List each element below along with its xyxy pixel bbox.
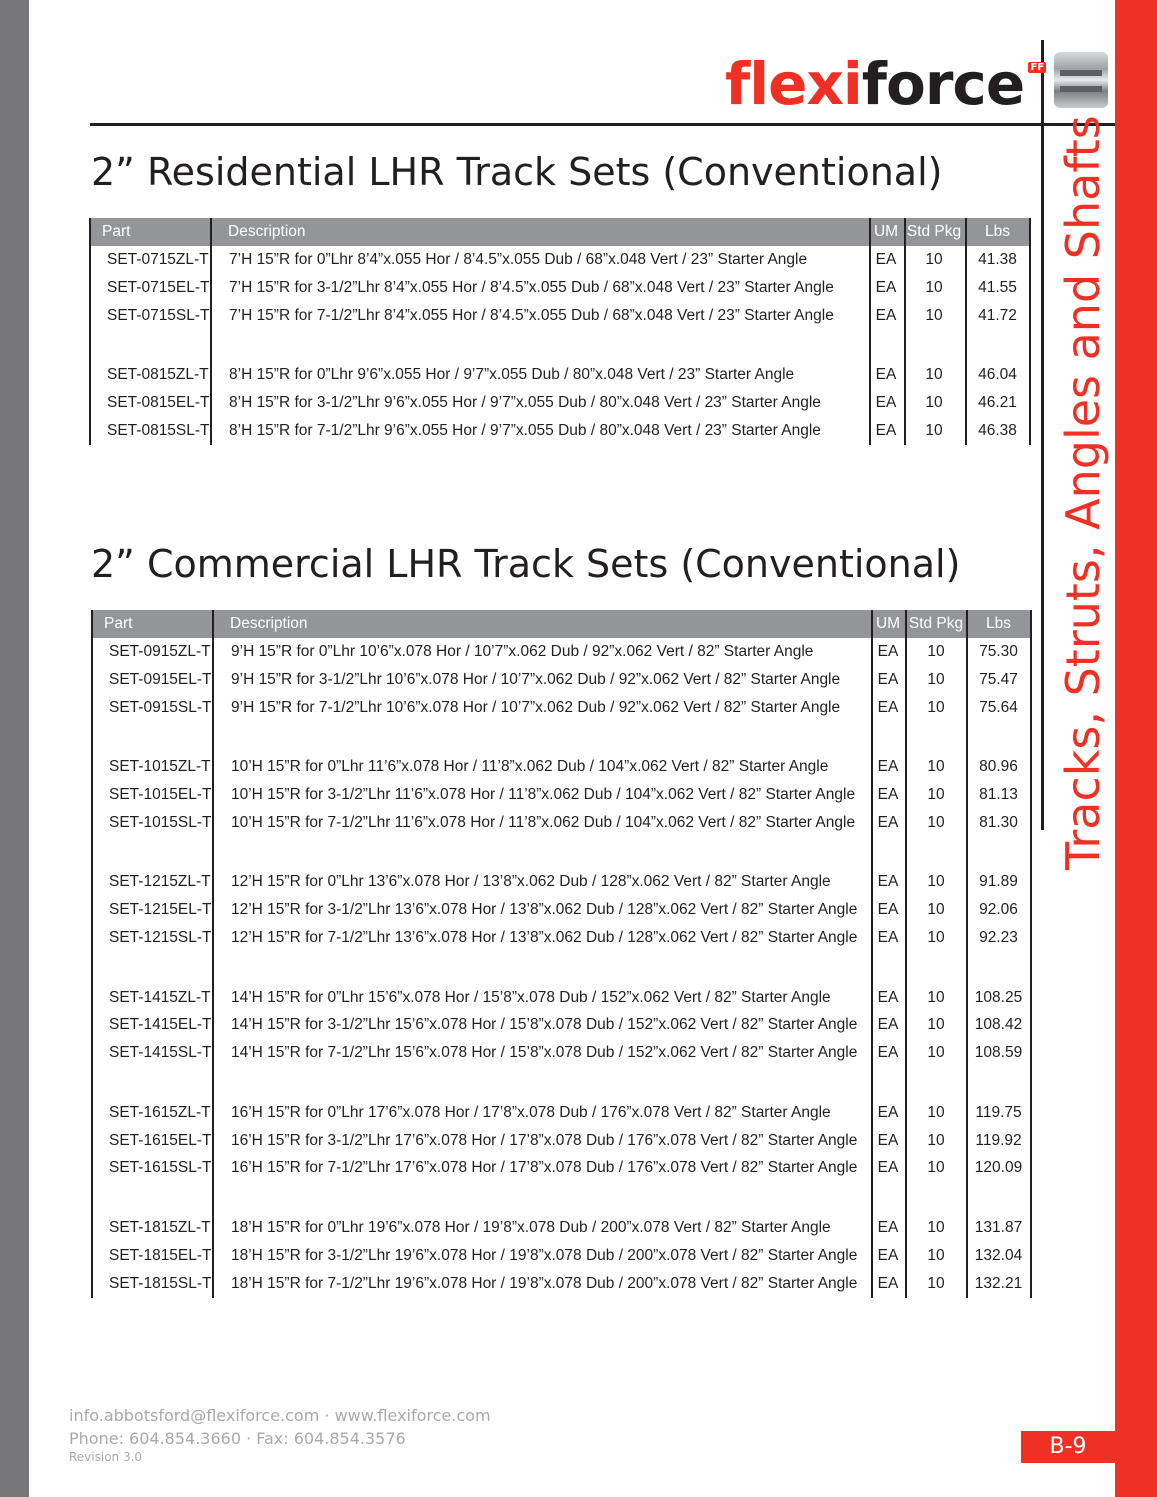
description-cell: 16’H 15”R for 0”Lhr 17’6”x.078 Hor / 17’8”x.078 Dub / 176”x.078 Vert / 82” Starter Angle bbox=[231, 1103, 831, 1121]
commercial-table bbox=[91, 610, 1032, 1298]
table-row bbox=[91, 868, 1032, 896]
commercial-title: 2” Commercial LHR Track Sets (Conventional) bbox=[91, 542, 961, 586]
column-divider bbox=[89, 218, 91, 445]
column-divider bbox=[210, 218, 212, 445]
table-row bbox=[91, 1039, 1032, 1067]
um-cell: EA bbox=[875, 306, 897, 324]
std-pkg-cell: 10 bbox=[925, 306, 943, 324]
table-row bbox=[89, 302, 1031, 330]
um-cell: EA bbox=[877, 1131, 899, 1149]
part-cell: SET-0715SL-T bbox=[107, 306, 210, 324]
lbs-cell: 132.21 bbox=[974, 1274, 1023, 1292]
um-cell: EA bbox=[877, 1159, 899, 1177]
lbs-cell: 108.59 bbox=[974, 1044, 1023, 1062]
std-pkg-cell: 10 bbox=[927, 1131, 945, 1149]
table-row bbox=[91, 781, 1032, 809]
column-divider bbox=[212, 610, 214, 1298]
um-cell: EA bbox=[877, 1016, 899, 1034]
std-pkg-cell: 10 bbox=[927, 988, 945, 1006]
std-pkg-cell: 10 bbox=[927, 1246, 945, 1264]
std-pkg-cell: 10 bbox=[927, 1016, 945, 1034]
lbs-cell: 41.55 bbox=[978, 278, 1017, 296]
header-part: Part bbox=[104, 615, 133, 632]
lbs-cell: 80.96 bbox=[979, 758, 1018, 776]
lbs-cell: 81.30 bbox=[979, 813, 1018, 831]
description-cell: 8’H 15”R for 3-1/2”Lhr 9’6”x.055 Hor / 9’7”x.055 Dub / 80”x.048 Vert / 23” Starter Angle bbox=[229, 394, 821, 412]
table-row bbox=[91, 809, 1032, 837]
part-cell: SET-0815ZL-T bbox=[107, 366, 209, 384]
description-cell: 7’H 15”R for 0”Lhr 8’4”x.055 Hor / 8’4.5”x.055 Dub / 68”x.048 Vert / 23” Starter Angle bbox=[229, 251, 808, 268]
header-lbs: Lbs bbox=[985, 223, 1010, 240]
description-cell: 12’H 15”R for 0”Lhr 13’6”x.078 Hor / 13’8”x.062 Dub / 128”x.062 Vert / 82” Starter Angle bbox=[231, 873, 831, 891]
logo-force: force bbox=[861, 50, 1025, 118]
part-cell: SET-1815SL-T bbox=[109, 1274, 212, 1292]
description-cell: 18’H 15”R for 7-1/2”Lhr 19’6”x.078 Hor / 19’8”x.078 Dub / 200”x.078 Vert / 82” Starter Angle bbox=[231, 1274, 858, 1292]
residential-title: 2” Residential LHR Track Sets (Conventional) bbox=[91, 150, 943, 194]
footer-contact: info.abbotsford@flexiforce.com · www.flexiforce.com bbox=[69, 1406, 491, 1425]
table-row bbox=[91, 753, 1032, 781]
table-row bbox=[91, 984, 1032, 1012]
lbs-cell: 92.23 bbox=[979, 929, 1018, 947]
header-description: Description bbox=[228, 223, 306, 240]
std-pkg-cell: 10 bbox=[927, 1218, 945, 1236]
table-row bbox=[91, 666, 1032, 694]
table-row bbox=[89, 389, 1031, 417]
track-thumbnail-icon bbox=[1054, 52, 1108, 108]
part-cell: SET-1415ZL-T bbox=[109, 988, 211, 1006]
column-divider bbox=[904, 218, 906, 445]
description-cell: 9’H 15”R for 7-1/2”Lhr 10’6”x.078 Hor / 10’7”x.062 Dub / 92”x.062 Vert / 82” Starter Angle bbox=[231, 698, 841, 716]
std-pkg-cell: 10 bbox=[927, 813, 945, 831]
um-cell: EA bbox=[877, 698, 899, 716]
table-row bbox=[91, 694, 1032, 722]
lbs-cell: 75.47 bbox=[979, 670, 1018, 688]
table-row bbox=[89, 274, 1031, 302]
um-cell: EA bbox=[875, 251, 897, 268]
um-cell: EA bbox=[877, 786, 899, 804]
part-cell: SET-0915SL-T bbox=[109, 698, 212, 716]
header-um: UM bbox=[875, 615, 901, 632]
table-row bbox=[91, 1154, 1032, 1182]
std-pkg-cell: 10 bbox=[925, 251, 943, 268]
lbs-cell: 119.92 bbox=[975, 1131, 1022, 1149]
part-cell: SET-0815SL-T bbox=[107, 421, 210, 439]
part-cell: SET-0915EL-T bbox=[109, 670, 212, 688]
table-row bbox=[91, 924, 1032, 952]
column-divider bbox=[869, 218, 871, 445]
table-spacer-row bbox=[91, 1182, 1032, 1214]
lbs-cell: 81.13 bbox=[979, 786, 1018, 804]
part-cell: SET-1015ZL-T bbox=[109, 758, 211, 776]
lbs-cell: 46.21 bbox=[978, 394, 1017, 412]
logo-badge: FF bbox=[1030, 62, 1045, 73]
part-cell: SET-1815EL-T bbox=[109, 1246, 212, 1264]
column-divider bbox=[91, 610, 93, 1298]
table-row bbox=[91, 1099, 1032, 1127]
um-cell: EA bbox=[875, 394, 897, 412]
part-cell: SET-0715ZL-T bbox=[107, 251, 209, 268]
column-divider bbox=[965, 218, 967, 445]
table-spacer-row bbox=[91, 1067, 1032, 1099]
description-cell: 16’H 15”R for 7-1/2”Lhr 17’6”x.078 Hor / 17’8”x.078 Dub / 176”x.078 Vert / 82” Starter Angle bbox=[231, 1159, 858, 1177]
description-cell: 8’H 15”R for 7-1/2”Lhr 9’6”x.055 Hor / 9’7”x.055 Dub / 80”x.048 Vert / 23” Starter Angle bbox=[229, 421, 821, 439]
part-cell: SET-1015SL-T bbox=[109, 813, 212, 831]
description-cell: 10’H 15”R for 7-1/2”Lhr 11’6”x.078 Hor / 11’8”x.062 Dub / 104”x.062 Vert / 82” Starter Angle bbox=[231, 813, 856, 831]
lbs-cell: 41.72 bbox=[978, 306, 1017, 324]
table-spacer-row bbox=[91, 722, 1032, 754]
lbs-cell: 46.04 bbox=[978, 366, 1017, 384]
table-row bbox=[91, 1127, 1032, 1155]
description-cell: 9’H 15”R for 3-1/2”Lhr 10’6”x.078 Hor / 10’7”x.062 Dub / 92”x.062 Vert / 82” Starter Angle bbox=[231, 670, 841, 688]
part-cell: SET-1615ZL-T bbox=[109, 1103, 211, 1121]
part-cell: SET-1215ZL-T bbox=[109, 873, 211, 891]
um-cell: EA bbox=[877, 813, 899, 831]
column-divider bbox=[1030, 610, 1032, 1298]
description-cell: 9’H 15”R for 0”Lhr 10’6”x.078 Hor / 10’7”x.062 Dub / 92”x.062 Vert / 82” Starter Angle bbox=[231, 643, 814, 660]
part-cell: SET-1415EL-T bbox=[109, 1016, 212, 1034]
residential-table bbox=[89, 218, 1031, 445]
description-cell: 10’H 15”R for 3-1/2”Lhr 11’6”x.078 Hor / 11’8”x.062 Dub / 104”x.062 Vert / 82” Starter Angle bbox=[231, 786, 856, 804]
std-pkg-cell: 10 bbox=[925, 394, 943, 412]
um-cell: EA bbox=[877, 758, 899, 776]
lbs-cell: 119.75 bbox=[975, 1103, 1022, 1121]
description-cell: 12’H 15”R for 3-1/2”Lhr 13’6”x.078 Hor / 13’8”x.062 Dub / 128”x.062 Vert / 82” Starter Angle bbox=[231, 901, 858, 919]
table-header bbox=[91, 610, 1032, 638]
std-pkg-cell: 10 bbox=[927, 1103, 945, 1121]
part-cell: SET-0815EL-T bbox=[107, 394, 210, 412]
footer-phone: Phone: 604.854.3660 · Fax: 604.854.3576 bbox=[69, 1429, 406, 1448]
table-row bbox=[89, 246, 1031, 274]
section-side-title: Tracks, Struts, Angles and Shafts bbox=[1056, 115, 1110, 870]
table-row bbox=[91, 1214, 1032, 1242]
table-row bbox=[91, 1011, 1032, 1039]
header-std-pkg: Std Pkg bbox=[908, 615, 964, 632]
description-cell: 14’H 15”R for 7-1/2”Lhr 15’6”x.078 Hor / 15’8”x.078 Dub / 152”x.062 Vert / 82” Starter Angle bbox=[231, 1044, 858, 1062]
std-pkg-cell: 10 bbox=[927, 873, 945, 891]
description-cell: 12’H 15”R for 7-1/2”Lhr 13’6”x.078 Hor / 13’8”x.062 Dub / 128”x.062 Vert / 82” Starter Angle bbox=[231, 929, 858, 947]
std-pkg-cell: 10 bbox=[925, 278, 943, 296]
std-pkg-cell: 10 bbox=[927, 1159, 945, 1177]
um-cell: EA bbox=[877, 1044, 899, 1062]
description-cell: 18’H 15”R for 3-1/2”Lhr 19’6”x.078 Hor / 19’8”x.078 Dub / 200”x.078 Vert / 82” Starter Angle bbox=[231, 1246, 858, 1264]
std-pkg-cell: 10 bbox=[927, 1274, 945, 1292]
table-header bbox=[89, 218, 1031, 246]
lbs-cell: 108.25 bbox=[974, 988, 1023, 1006]
std-pkg-cell: 10 bbox=[927, 786, 945, 804]
table-row bbox=[89, 417, 1031, 445]
std-pkg-cell: 10 bbox=[927, 1044, 945, 1062]
table-row bbox=[89, 361, 1031, 389]
description-cell: 10’H 15”R for 0”Lhr 11’6”x.078 Hor / 11’8”x.062 Dub / 104”x.062 Vert / 82” Starter Angle bbox=[231, 758, 829, 776]
um-cell: EA bbox=[877, 1218, 899, 1236]
lbs-cell: 91.89 bbox=[979, 873, 1018, 891]
column-divider bbox=[966, 610, 968, 1298]
std-pkg-cell: 10 bbox=[927, 698, 945, 716]
header-rule bbox=[90, 123, 1115, 126]
um-cell: EA bbox=[875, 366, 897, 384]
lbs-cell: 75.30 bbox=[979, 643, 1018, 660]
table-spacer-row bbox=[91, 837, 1032, 869]
um-cell: EA bbox=[877, 1103, 899, 1121]
description-cell: 7’H 15”R for 3-1/2”Lhr 8’4”x.055 Hor / 8’4.5”x.055 Dub / 68”x.048 Vert / 23” Starter Angle bbox=[229, 278, 834, 296]
lbs-cell: 75.64 bbox=[979, 698, 1018, 716]
header-std-pkg: Std Pkg bbox=[906, 223, 962, 240]
part-cell: SET-1815ZL-T bbox=[109, 1218, 211, 1236]
description-cell: 16’H 15”R for 3-1/2”Lhr 17’6”x.078 Hor / 17’8”x.078 Dub / 176”x.078 Vert / 82” Starter Angle bbox=[231, 1131, 858, 1149]
part-cell: SET-1015EL-T bbox=[109, 786, 212, 804]
vertical-rule bbox=[1041, 40, 1044, 830]
part-cell: SET-0715EL-T bbox=[107, 278, 210, 296]
column-divider bbox=[871, 610, 873, 1298]
column-divider bbox=[905, 610, 907, 1298]
table-row bbox=[91, 638, 1032, 666]
std-pkg-cell: 10 bbox=[927, 758, 945, 776]
std-pkg-cell: 10 bbox=[925, 421, 943, 439]
right-red-bar bbox=[1115, 0, 1157, 1497]
flexiforce-logo bbox=[725, 50, 1045, 118]
page-number: B-9 bbox=[1021, 1431, 1115, 1463]
um-cell: EA bbox=[877, 670, 899, 688]
description-cell: 14’H 15”R for 3-1/2”Lhr 15’6”x.078 Hor / 15’8”x.078 Dub / 152”x.062 Vert / 82” Starter Angle bbox=[231, 1016, 858, 1034]
column-divider bbox=[1029, 218, 1031, 445]
table-row bbox=[91, 896, 1032, 924]
table-spacer-row bbox=[91, 952, 1032, 984]
lbs-cell: 92.06 bbox=[979, 901, 1018, 919]
header-lbs: Lbs bbox=[986, 615, 1011, 632]
header-description: Description bbox=[230, 615, 308, 632]
lbs-cell: 108.42 bbox=[974, 1016, 1023, 1034]
footer-revision: Revision 3.0 bbox=[69, 1450, 143, 1464]
um-cell: EA bbox=[877, 1246, 899, 1264]
left-gray-bar bbox=[0, 0, 29, 1497]
um-cell: EA bbox=[877, 1274, 899, 1292]
part-cell: SET-1615SL-T bbox=[109, 1159, 212, 1177]
std-pkg-cell: 10 bbox=[927, 929, 945, 947]
lbs-cell: 120.09 bbox=[974, 1159, 1023, 1177]
logo-flexi: flexi bbox=[725, 50, 862, 118]
um-cell: EA bbox=[877, 873, 899, 891]
header-part: Part bbox=[102, 223, 131, 240]
part-cell: SET-1215SL-T bbox=[109, 929, 212, 947]
um-cell: EA bbox=[877, 901, 899, 919]
table-row bbox=[91, 1270, 1032, 1298]
std-pkg-cell: 10 bbox=[925, 366, 943, 384]
part-cell: SET-1415SL-T bbox=[109, 1044, 212, 1062]
lbs-cell: 41.38 bbox=[978, 251, 1017, 268]
description-cell: 7’H 15”R for 7-1/2”Lhr 8’4”x.055 Hor / 8’4.5”x.055 Dub / 68”x.048 Vert / 23” Starter Angle bbox=[229, 306, 834, 324]
lbs-cell: 132.04 bbox=[974, 1246, 1023, 1264]
description-cell: 8’H 15”R for 0”Lhr 9’6”x.055 Hor / 9’7”x.055 Dub / 80”x.048 Vert / 23” Starter Angle bbox=[229, 366, 795, 384]
part-cell: SET-0915ZL-T bbox=[109, 643, 211, 660]
description-cell: 18’H 15”R for 0”Lhr 19’6”x.078 Hor / 19’8”x.078 Dub / 200”x.078 Vert / 82” Starter Angle bbox=[231, 1218, 831, 1236]
std-pkg-cell: 10 bbox=[927, 670, 945, 688]
um-cell: EA bbox=[877, 988, 899, 1006]
um-cell: EA bbox=[877, 929, 899, 947]
table-row bbox=[91, 1242, 1032, 1270]
part-cell: SET-1615EL-T bbox=[109, 1131, 212, 1149]
description-cell: 14’H 15”R for 0”Lhr 15’6”x.078 Hor / 15’8”x.078 Dub / 152”x.062 Vert / 82” Starter Angle bbox=[231, 988, 831, 1006]
part-cell: SET-1215EL-T bbox=[109, 901, 212, 919]
table-spacer-row bbox=[89, 330, 1031, 362]
lbs-cell: 46.38 bbox=[978, 421, 1017, 439]
lbs-cell: 131.87 bbox=[974, 1218, 1023, 1236]
header-um: UM bbox=[873, 223, 899, 240]
um-cell: EA bbox=[875, 278, 897, 296]
um-cell: EA bbox=[877, 643, 899, 660]
um-cell: EA bbox=[875, 421, 897, 439]
std-pkg-cell: 10 bbox=[927, 643, 945, 660]
std-pkg-cell: 10 bbox=[927, 901, 945, 919]
